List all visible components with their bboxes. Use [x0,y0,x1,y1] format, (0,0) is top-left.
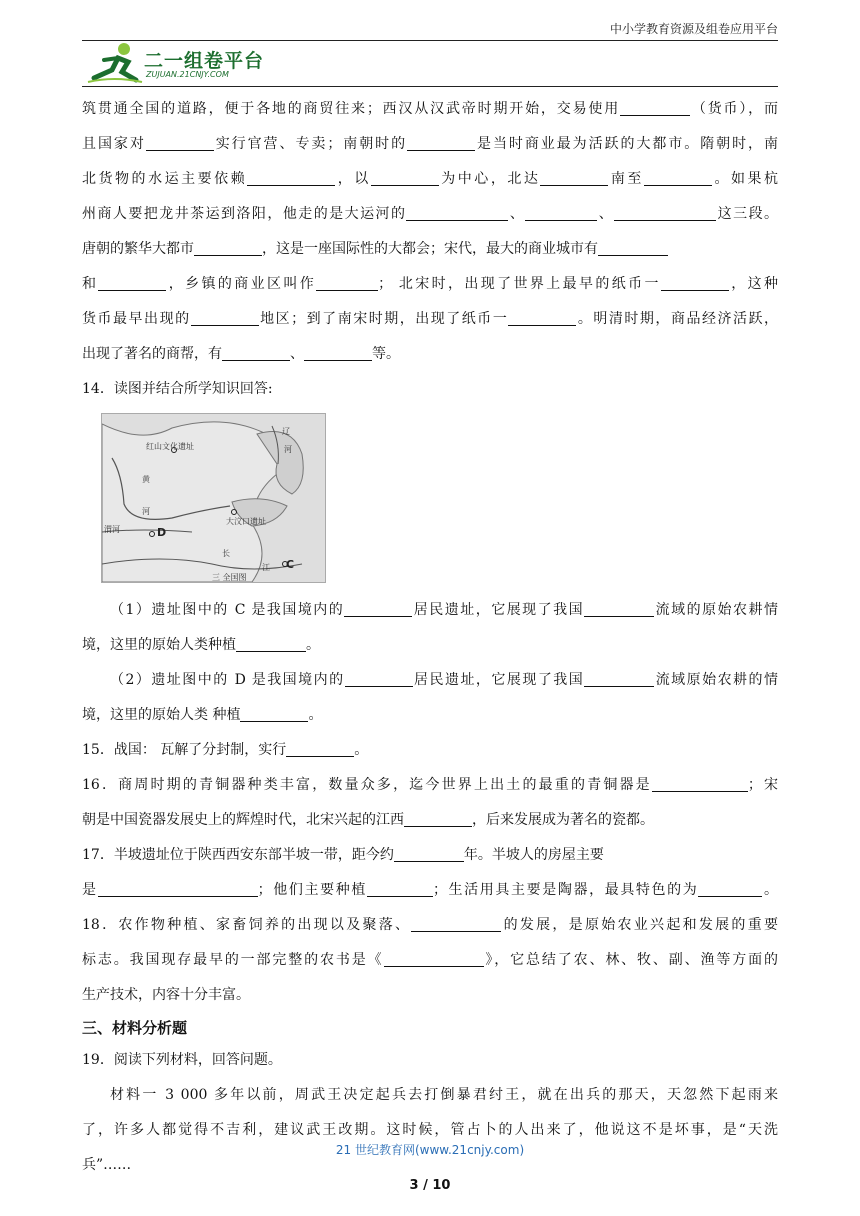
answer-blank[interactable] [98,274,166,291]
q13-line-5: 唐朝的繁华大都市 ，这是一座国际性的大都会；宋代，最大的商业城市有 [82,232,778,267]
answer-blank[interactable] [98,880,258,897]
q13-line-6: 和 ，乡镇的商业区叫作 ； 北宋时，出现了世界上最早的纸币一 ，这种 [82,276,779,292]
q16-line-1: 16．商周时期的青铜器种类丰富，数量众多，迄今世界上出土的最重的青铜器是 ；宋 [82,777,778,793]
map-label-d: D [157,526,167,539]
map-caption: 三 全国图 [212,573,247,582]
map-label-huang: 黄 [142,475,150,484]
answer-blank[interactable] [525,204,597,221]
logo-subtext: ZUJUAN.21CNJY.COM [146,70,229,79]
answer-blank[interactable] [316,274,378,291]
header-divider-bottom [82,86,778,87]
answer-blank[interactable] [404,810,472,827]
answer-blank[interactable] [394,845,464,862]
page-number: 3 / 10 [409,1178,451,1193]
q13-line-8: 出现了著名的商帮，有 、 等。 [82,346,400,362]
map-label-dawenkou: 大汶口遗址 [226,517,266,526]
map-label-hongshan: 红山文化遗址 [146,442,194,451]
answer-blank[interactable] [584,600,654,617]
answer-blank[interactable] [146,134,214,151]
q17-line-1: 17．半坡遗址位于陕西西安东部半坡一带，距今约 年。半坡人的房屋主要 [82,847,604,863]
answer-blank[interactable] [508,309,576,326]
answer-blank[interactable] [304,344,372,361]
answer-blank[interactable] [222,344,290,361]
answer-blank[interactable] [367,880,433,897]
map-label-chang: 长 [222,549,230,558]
archaeology-site-map [101,413,326,583]
answer-blank[interactable] [345,670,413,687]
map-label-liao: 辽 [282,427,290,436]
answer-blank[interactable] [620,99,690,116]
q13-line-2: 且国家对 实行官营、专卖；南朝时的 是当时商业最为活跃的大都市。隋朝时，南 [82,136,779,152]
answer-blank[interactable] [540,169,608,186]
answer-blank[interactable] [194,239,262,256]
answer-blank[interactable] [236,635,306,652]
q13-line-3: 北货物的水运主要依赖 ，以 为中心，北达 南至 。如果杭 [82,171,779,187]
answer-blank[interactable] [286,740,354,757]
q19-title: 19．阅读下列材料，回答问题。 [82,1052,282,1068]
logo-text: 二一组卷平台 [144,50,265,72]
map-label-c: C [286,558,295,571]
map-label-weihe: 渭河 [104,525,120,534]
q14-p2-line-2: 境，这里的原始人类 种植 。 [82,707,323,723]
answer-blank[interactable] [598,239,668,256]
q14-p2-line-1: （2）遗址图中的 D 是我国境内的 居民遗址，它展现了我国 流域原始农耕的情 [110,672,779,688]
q13-line-1: 筑贯通全国的道路，便于各地的商贸往来；西汉从汉武帝时期开始，交易使用 （货币），而 [82,101,779,117]
q15-line: 15．战国： 瓦解了分封制，实行 。 [82,742,369,758]
map-drawing [102,414,325,582]
answer-blank[interactable] [371,169,439,186]
q14-p1-line-1: （1）遗址图中的 C 是我国境内的 居民遗址，它展现了我国 流域的原始农耕情 [110,602,779,618]
q18-line-2: 标志。我国现存最早的一部完整的农书是《 》，它总结了农、林、牧、副、渔等方面的 [82,952,778,968]
q19-material-line-2: 了，许多人都觉得不吉利，建议武王改期。这时候，管占卜的人出来了，他说这不是坏事，是“天洗 [82,1122,778,1138]
answer-blank[interactable] [698,880,762,897]
answer-blank[interactable] [614,204,716,221]
footer-website-link[interactable]: 21 世纪教育网(www.21cnjy.com) [335,1143,525,1157]
answer-blank[interactable] [240,705,308,722]
answer-blank[interactable] [407,134,475,151]
answer-blank[interactable] [652,775,748,792]
answer-blank[interactable] [406,204,508,221]
platform-name: 中小学教育资源及组卷应用平台 [609,22,778,36]
section-heading: 三、材料分析题 [82,1019,188,1037]
runner-logo-icon [84,40,144,86]
q14-p1-line-2: 境，这里的原始人类种植 。 [82,637,320,653]
q19-material-line-1: 材料一 3 000 多年以前，周武王决定起兵去打倒暴君纣王，就在出兵的那天，天忽然下起雨来 [110,1087,778,1103]
answer-blank[interactable] [661,274,729,291]
logo [84,40,284,86]
answer-blank[interactable] [191,309,259,326]
q14-title: 14．读图并结合所学知识回答: [82,381,273,397]
answer-blank[interactable] [411,915,501,932]
map-label-he: 河 [142,507,150,516]
answer-blank[interactable] [644,169,712,186]
q18-line-1: 18．农作物种植、家畜饲养的出现以及聚落、 的发展，是原始农业兴起和发展的重要 [82,917,778,933]
q17-line-2: 是 ；他们主要种植 ；生活用具主要是陶器，最具特色的为 。 [82,882,779,898]
q13-line-7: 货币最早出现的 地区；到了南宋时期，出现了纸币一 。明清时期，商品经济活跃， [82,311,779,327]
answer-blank[interactable] [344,600,412,617]
q19-material-line-3: 兵”…… [82,1157,132,1173]
document-body [82,92,778,1183]
q18-line-3: 生产技术，内容十分丰富。 [82,987,250,1003]
map-label-he2: 河 [284,445,292,454]
q13-line-4: 州商人要把龙井茶运到洛阳，他走的是大运河的 、 、 这三段。 [82,206,779,222]
answer-blank[interactable] [584,670,654,687]
map-label-jiang: 江 [262,563,270,572]
q16-line-2: 朝是中国瓷器发展史上的辉煌时代，北宋兴起的江西 ，后来发展成为著名的瓷都。 [82,812,654,828]
answer-blank[interactable] [247,169,335,186]
answer-blank[interactable] [384,950,484,967]
